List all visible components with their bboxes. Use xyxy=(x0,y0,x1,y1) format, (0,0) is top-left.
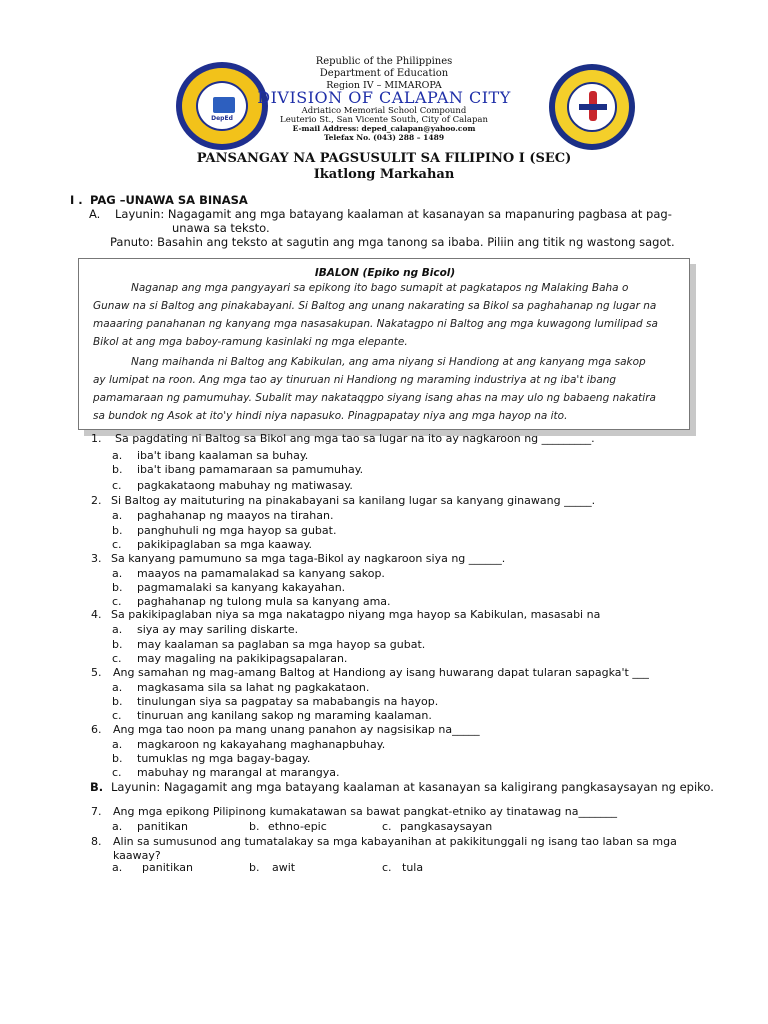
option-label: c. xyxy=(112,709,122,722)
passage-p1-line: Bikol at ang mga baboy-ramung kasinlaki ng mga elepante. xyxy=(93,336,408,348)
header-region: Region IV – MIMAROPA xyxy=(326,80,442,91)
option-text: may kaalaman sa paglaban sa mga hayop sa gubat. xyxy=(137,638,426,651)
panuto: Panuto: Basahin ang teksto at sagutin ang mga tanong sa ibaba. Piliin ang titik ng wastong sagot. xyxy=(110,235,675,249)
option-label: b. xyxy=(112,524,123,537)
option-text: paghahanap ng maayos na tirahan. xyxy=(137,509,334,522)
exam-title: PANSANGAY NA PAGSUSULIT SA FILIPINO I (SEC) xyxy=(196,151,572,166)
question-text: Sa pakikipaglaban niya sa mga nakatagpo niyang mga hayop sa Kabikulan, masasabi na xyxy=(111,608,601,621)
question-text: Ang mga epikong Pilipinong kumakatawan sa bawat pangkat-etniko ay tinatawag na_______ xyxy=(113,805,618,818)
option-label: a. xyxy=(112,567,123,580)
layunin-line-1: Layunin: Nagagamit ang mga batayang kaalaman at kasanayan sa mapanuring pagbasa at pag- xyxy=(115,207,672,221)
header-department: Department of Education xyxy=(319,68,449,79)
passage-p2-line: ay lumipat na roon. Ang mga tao ay tinuruan ni Handiong ng maraming industriya at ng iba't ibang xyxy=(93,374,617,386)
option-text: magkasama sila sa lahat ng pagkakataon. xyxy=(137,681,370,694)
section-number: I . xyxy=(70,193,83,207)
option-text: tula xyxy=(402,861,424,874)
option-label: a. xyxy=(112,738,123,751)
question-number: 2. xyxy=(91,494,102,507)
option-text: awit xyxy=(272,861,296,874)
option-label: c. xyxy=(382,861,392,874)
option-label: b. xyxy=(112,752,123,765)
option-text: tumuklas ng mga bagay-bagay. xyxy=(137,752,311,765)
option-label: b. xyxy=(249,861,260,874)
option-label: a. xyxy=(112,623,123,636)
question-number: 8. xyxy=(91,835,102,848)
option-text: tinuruan ang kanilang sakop ng maraming kaalaman. xyxy=(137,709,432,722)
option-text: pagkakataong mabuhay ng matiwasay. xyxy=(137,479,353,492)
question-number: 4. xyxy=(91,608,102,621)
passage-box xyxy=(78,258,690,430)
section-b-layunin: Layunin: Nagagamit ang mga batayang kaalaman at kasanayan sa kaligirang pangkasaysayan ng epiko. xyxy=(111,780,714,794)
passage-title: IBALON (Epiko ng Bicol) xyxy=(314,267,456,279)
question-number: 5. xyxy=(91,666,102,679)
option-label: b. xyxy=(112,695,123,708)
question-text: Ang mga tao noon pa mang unang panahon ay nagsisikap na_____ xyxy=(113,723,480,736)
section-a-label: A. xyxy=(89,207,101,221)
question-text: Ang samahan ng mag-amang Baltog at Handiong ay isang huwarang dapat tularan sapagka't ___ xyxy=(113,666,649,679)
option-label: b. xyxy=(112,463,123,476)
question-number: 1. xyxy=(91,432,102,445)
question-text-continued: kaaway? xyxy=(113,849,161,862)
option-label: a. xyxy=(112,861,123,874)
header-street: Leuterio St., San Vicente South, City of Calapan xyxy=(280,115,488,125)
option-text: panitikan xyxy=(137,820,189,833)
option-label: c. xyxy=(382,820,392,833)
option-text: pakikipaglaban sa mga kaaway. xyxy=(137,538,313,551)
option-text: magkaroon ng kakayahang maghanapbuhay. xyxy=(137,738,386,751)
option-label: b. xyxy=(249,820,260,833)
option-text: ethno-epic xyxy=(268,820,327,833)
option-text: panitikan xyxy=(142,861,194,874)
header-compound: Adriatico Memorial School Compound xyxy=(301,106,467,116)
header-telefax: Telefax No. (043) 288 – 1489 xyxy=(323,133,445,142)
question-text: Alin sa sumusunod ang tumatalakay sa mga kabayanihan at pakikitunggali ng isang tao laban sa mga xyxy=(113,835,677,848)
question-number: 6. xyxy=(91,723,102,736)
passage-p1-line: Gunaw na si Baltog ang pinakabayani. Si Baltog ang unang nakarating sa Bikol sa paghahanap ng lugar na xyxy=(93,300,657,312)
header-republic: Republic of the Philippines xyxy=(315,56,453,67)
option-label: a. xyxy=(112,449,123,462)
seal-label: DepEd xyxy=(211,115,233,122)
question-text: Sa kanyang pamumuno sa mga taga-Bikol ay nagkaroon siya ng ______. xyxy=(111,552,506,565)
section-title: PAG –UNAWA SA BINASA xyxy=(90,193,248,207)
exam-quarter: Ikatlong Markahan xyxy=(313,167,455,182)
header-email: E-mail Address: deped_calapan@yahoo.com xyxy=(292,124,476,133)
section-b-label: B. xyxy=(90,780,104,794)
option-label: a. xyxy=(112,820,123,833)
question-text: Si Baltog ay maituturing na pinakabayani sa kanilang lugar sa kanyang ginawang _____. xyxy=(111,494,596,507)
option-label: c. xyxy=(112,538,122,551)
layunin-line-2: unawa sa teksto. xyxy=(172,221,270,235)
option-text: paghahanap ng tulong mula sa kanyang ama. xyxy=(137,595,391,608)
passage-p1-line: maaaring panahanan ng kanyang mga nasasakupan. Nakatagpo ni Baltog ang mga kuwagong lumilipad sa xyxy=(93,318,658,330)
option-text: iba't ibang kaalaman sa buhay. xyxy=(137,449,309,462)
option-text: pagmamalaki sa kanyang kakayahan. xyxy=(137,581,346,594)
question-text: Sa pagdating ni Baltog sa Bikol ang mga tao sa lugar na ito ay nagkaroon ng _________. xyxy=(115,432,595,445)
question-number: 3. xyxy=(91,552,102,565)
option-text: mabuhay ng marangal at marangya. xyxy=(137,766,340,779)
question-number: 7. xyxy=(91,805,102,818)
option-label: c. xyxy=(112,595,122,608)
passage-p2-line: Nang maihanda ni Baltog ang Kabikulan, ang ama niyang si Handiong at ang kanyang mga sakop xyxy=(131,356,646,368)
option-text: maayos na pamamalakad sa kanyang sakop. xyxy=(137,567,385,580)
option-text: panghuhuli ng mga hayop sa gubat. xyxy=(137,524,337,537)
passage-p1-line: Naganap ang mga pangyayari sa epikong ito bago sumapit at pagkatapos ng Malaking Baha o xyxy=(131,282,629,294)
option-label: b. xyxy=(112,638,123,651)
option-label: a. xyxy=(112,681,123,694)
option-text: pangkasaysayan xyxy=(400,820,493,833)
option-text: tinulungan siya sa pagpatay sa mababangis na hayop. xyxy=(137,695,439,708)
header-division: DIVISION OF CALAPAN CITY xyxy=(257,88,511,107)
passage-p2-line: pamamaraan ng pamumuhay. Subalit may nakataqgpo siyang isang ahas na may ulo ng babaeng nakatira xyxy=(93,392,656,404)
option-label: c. xyxy=(112,479,122,492)
option-text: iba't ibang pamamaraan sa pamumuhay. xyxy=(137,463,364,476)
option-label: c. xyxy=(112,766,122,779)
option-label: b. xyxy=(112,581,123,594)
option-text: may magaling na pakikipagsapalaran. xyxy=(137,652,348,665)
option-label: a. xyxy=(112,509,123,522)
option-label: c. xyxy=(112,652,122,665)
passage-p2-line: sa bundok ng Asok at ito'y hindi niya napasuko. Pinagpapatay niya ang mga hayop na ito. xyxy=(93,410,568,422)
option-text: siya ay may sariling diskarte. xyxy=(137,623,299,636)
